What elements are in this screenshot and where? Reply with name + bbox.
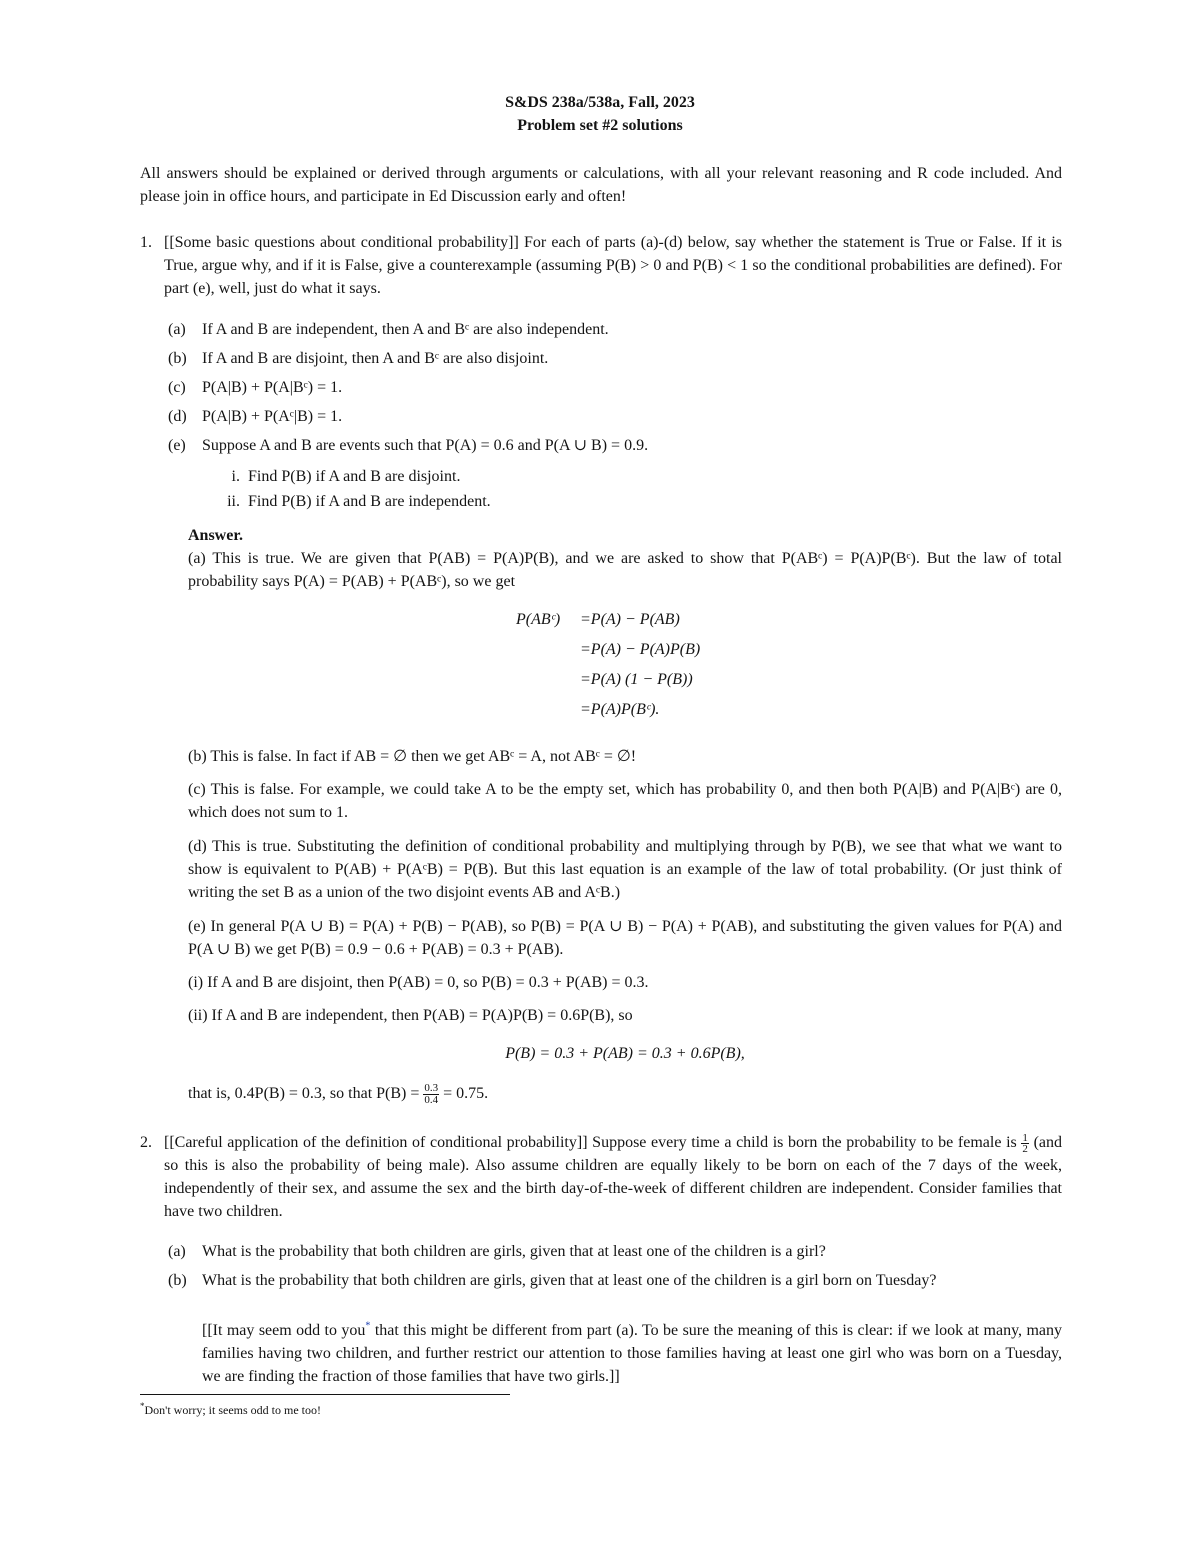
answer-final-line xyxy=(188,1082,1062,1106)
question-text: [[Some basic questions about conditional probability]] For each of parts (a)-(d) below, say whether the statement is True or False. If it is True, argue why, and if it is False, give a counterexample (assuming P(B) > 0 and P(B) < 1 so the conditional probabilities are defined). For part (e), well, just do what it says. xyxy=(164,234,1062,297)
q1-part-d xyxy=(168,405,1062,428)
note-before: [[It may seem odd to you xyxy=(202,1322,366,1339)
part-label: (b) xyxy=(168,350,187,367)
page-subtitle: Problem set #2 solutions xyxy=(517,117,683,134)
answer-d: (d) This is true. Substituting the definition of conditional probability and multiplying through by P(B), we see that what we want to show is equivalent to P(AB) + P(AᶜB) = P(B). But this last equation is an example of the law of total probability. (Or just think of writing the set B as a union of the two disjoint events AB and AᶜB.) xyxy=(188,838,1062,901)
part-label: (e) xyxy=(168,437,186,454)
part-label: (d) xyxy=(168,408,187,425)
intro-paragraph: All answers should be explained or derived through arguments or calculations, with all your relevant reasoning and R code included. And please join in office hours, and participate in Ed Discussion early and often! xyxy=(140,165,1062,205)
part-text: Suppose A and B are events such that P(A) = 0.6 and P(A ∪ B) = 0.9. xyxy=(202,437,649,454)
eq-line-3: =P(A) (1 − P(B)) xyxy=(580,671,693,688)
footnote-divider xyxy=(140,1394,510,1395)
part-text: If A and B are independent, then A and Bᶜ are also independent. xyxy=(202,321,609,338)
part-text: If A and B are disjoint, then A and Bᶜ are also disjoint. xyxy=(202,350,549,367)
footnote xyxy=(140,1402,321,1418)
question-1 xyxy=(140,231,1062,300)
q1-part-a xyxy=(168,318,1062,341)
subpart-label: i. xyxy=(231,468,240,485)
q2-text-before: [[Careful application of the definition of conditional probability]] Suppose every time a child is born the probability to be female is xyxy=(164,1134,1017,1151)
part-label: (c) xyxy=(168,379,186,396)
q1-part-b xyxy=(168,347,1062,370)
answer-b: (b) This is false. In fact if AB = ∅ then we get ABᶜ = A, not ABᶜ = ∅! xyxy=(188,748,637,765)
question-text xyxy=(164,1131,1062,1223)
q1-part-c xyxy=(168,376,1062,399)
answer-e-ii: (ii) If A and B are independent, then P(AB) = P(A)P(B) = 0.6P(B), so xyxy=(188,1007,633,1024)
subpart-text: Find P(B) if A and B are independent. xyxy=(248,493,491,510)
q2-part-b xyxy=(168,1269,1062,1292)
eq-lhs: P(ABᶜ) xyxy=(516,611,561,628)
footnote-ref[interactable]: * xyxy=(365,1320,371,1332)
note-after: that this might be different from part (a). To be sure the meaning of this is clear: if we look at many, many families having two children, and further restrict our attention to those families having at least one girl who was born on a Tuesday, we are finding the fraction of those families that have two girls.]] xyxy=(202,1322,1063,1385)
q1-part-e xyxy=(168,434,1062,457)
part-text: P(A|B) + P(A|Bᶜ) = 1. xyxy=(202,379,343,396)
part-label: (b) xyxy=(168,1272,187,1289)
final-prefix: that is, 0.4P(B) = 0.3, so that P(B) = xyxy=(188,1085,420,1102)
subpart-text: Find P(B) if A and B are disjoint. xyxy=(248,468,461,485)
q1-e-subpart-i xyxy=(210,465,1062,488)
fraction-denominator: 0.4 xyxy=(424,1093,439,1106)
answer-e: (e) In general P(A ∪ B) = P(A) + P(B) − P(AB), so P(B) = P(A ∪ B) − P(A) + P(AB), and substituting the given values for P(A) and P(A ∪ B) we get P(B) = 0.9 − 0.6 + P(AB) = 0.3 + P(AB). xyxy=(188,918,1062,958)
fraction xyxy=(423,1083,439,1106)
q2-part-a xyxy=(168,1240,1062,1263)
footnote-mark: * xyxy=(140,1401,145,1411)
part-text: What is the probability that both children are girls, given that at least one of the children is a girl? xyxy=(202,1243,826,1260)
answer-e-i: (i) If A and B are disjoint, then P(AB) = 0, so P(B) = 0.3 + P(AB) = 0.3. xyxy=(188,974,649,991)
half-fraction xyxy=(1021,1133,1029,1154)
q2-text-after: (and so this is also the probability of being male). Also assume children are equally likely to be born on each of the 7 days of the week, independently of their sex, and assume the sex and the birth day-of-the-week of different children are independent. Consider families that have two children. xyxy=(164,1134,1063,1220)
half-numerator: 1 xyxy=(1022,1131,1028,1144)
final-suffix: = 0.75. xyxy=(443,1085,489,1102)
eq-line-4: =P(A)P(Bᶜ). xyxy=(580,701,660,718)
answer-heading: Answer. xyxy=(188,527,243,544)
footnote-text: Don't worry; it seems odd to me too! xyxy=(144,1403,321,1417)
q2-note xyxy=(168,1319,1062,1388)
fraction-numerator: 0.3 xyxy=(424,1081,439,1094)
half-denominator: 2 xyxy=(1022,1142,1028,1155)
page-title: S&DS 238a/538a, Fall, 2023 xyxy=(505,94,695,111)
part-text: What is the probability that both children are girls, given that at least one of the children is a girl born on Tuesday? xyxy=(202,1272,937,1289)
eq-line-1: =P(A) − P(AB) xyxy=(580,611,680,628)
subpart-label: ii. xyxy=(227,493,240,510)
question-number: 2. xyxy=(140,1134,152,1151)
part-label: (a) xyxy=(168,1243,186,1260)
part-label: (a) xyxy=(168,321,186,338)
part-text: P(A|B) + P(Aᶜ|B) = 1. xyxy=(202,408,343,425)
eq-line-2: =P(A) − P(A)P(B) xyxy=(580,641,701,658)
answer-e-ii-equation: P(B) = 0.3 + P(AB) = 0.3 + 0.6P(B), xyxy=(505,1045,745,1062)
answer-a: (a) This is true. We are given that P(AB) = P(A)P(B), and we are asked to show that P(ABᶜ) = P(A)P(Bᶜ). But the law of total probability says P(A) = P(AB) + P(ABᶜ), so we get xyxy=(188,550,1062,590)
question-number: 1. xyxy=(140,234,152,251)
answer-c: (c) This is false. For example, we could take A to be the empty set, which has probability 0, and then both P(A|B) and P(A|Bᶜ) are 0, which does not sum to 1. xyxy=(188,781,1062,821)
q1-e-subpart-ii xyxy=(210,490,1062,513)
question-2 xyxy=(140,1131,1062,1223)
